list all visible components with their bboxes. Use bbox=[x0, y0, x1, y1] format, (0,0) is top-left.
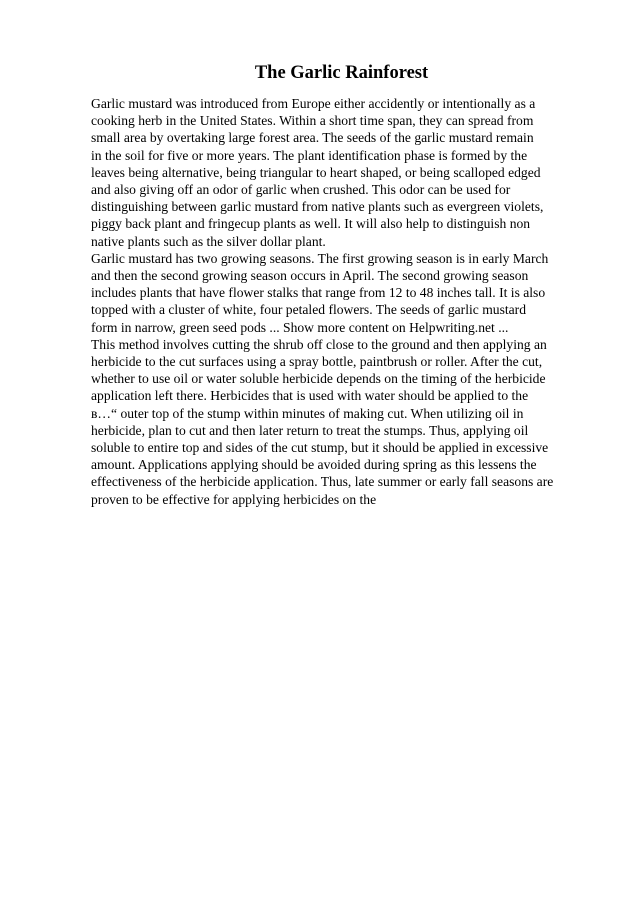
body-line: soluble to entire top and sides of the cut stump, but it should be applied in excessive bbox=[91, 440, 549, 456]
body-line: whether to use oil or water soluble herbicide depends on the timing of the herbicide bbox=[91, 371, 546, 387]
body-line: form in narrow, green seed pods ... Show more content on Helpwriting.net ... bbox=[91, 319, 509, 335]
body-line: distinguishing between garlic mustard from native plants such as evergreen violets, bbox=[91, 199, 544, 215]
body-line: в…“ outer top of the stump within minutes of making cut. When utilizing oil in bbox=[91, 405, 524, 421]
body-line: This method involves cutting the shrub off close to the ground and then applying an bbox=[91, 336, 547, 352]
document-body bbox=[91, 95, 591, 508]
body-line: application left there. Herbicides that is used with water should be applied to the bbox=[91, 388, 529, 404]
document-title: The Garlic Rainforest bbox=[254, 63, 429, 83]
body-line: small area by overtaking large forest area. The seeds of the garlic mustard remain bbox=[91, 130, 534, 146]
body-line: topped with a cluster of white, four petaled flowers. The seeds of garlic mustard bbox=[91, 302, 526, 318]
body-line: and also giving off an odor of garlic when crushed. This odor can be used for bbox=[91, 182, 511, 198]
body-line: herbicide, plan to cut and then later return to treat the stumps. Thus, applying oil bbox=[91, 422, 529, 438]
body-line: Garlic mustard was introduced from Europe either accidently or intentionally as a bbox=[91, 96, 536, 111]
body-line: effectiveness of the herbicide application. Thus, late summer or early fall seasons are bbox=[91, 474, 554, 490]
body-line: cooking herb in the United States. Within a short time span, they can spread from bbox=[91, 113, 534, 129]
body-line: proven to be effective for applying herbicides on the bbox=[91, 491, 377, 507]
body-line: piggy back plant and fringecup plants as well. It will also help to distinguish non bbox=[91, 216, 531, 232]
body-line: native plants such as the silver dollar plant. bbox=[91, 233, 326, 249]
body-line: Garlic mustard has two growing seasons. The first growing season is in early March bbox=[91, 250, 549, 266]
body-line: includes plants that have flower stalks that range from 12 to 48 inches tall. It is also bbox=[91, 285, 546, 301]
body-line: herbicide to the cut surfaces using a spray bottle, paintbrush or roller. After the cut, bbox=[91, 354, 543, 370]
body-line: and then the second growing season occurs in April. The second growing season bbox=[91, 268, 529, 284]
body-line: amount. Applications applying should be avoided during spring as this lessens the bbox=[91, 457, 537, 473]
body-line: leaves being alternative, being triangular to heart shaped, or being scalloped edged bbox=[91, 164, 541, 180]
body-line: in the soil for five or more years. The plant identification phase is formed by the bbox=[91, 147, 528, 163]
